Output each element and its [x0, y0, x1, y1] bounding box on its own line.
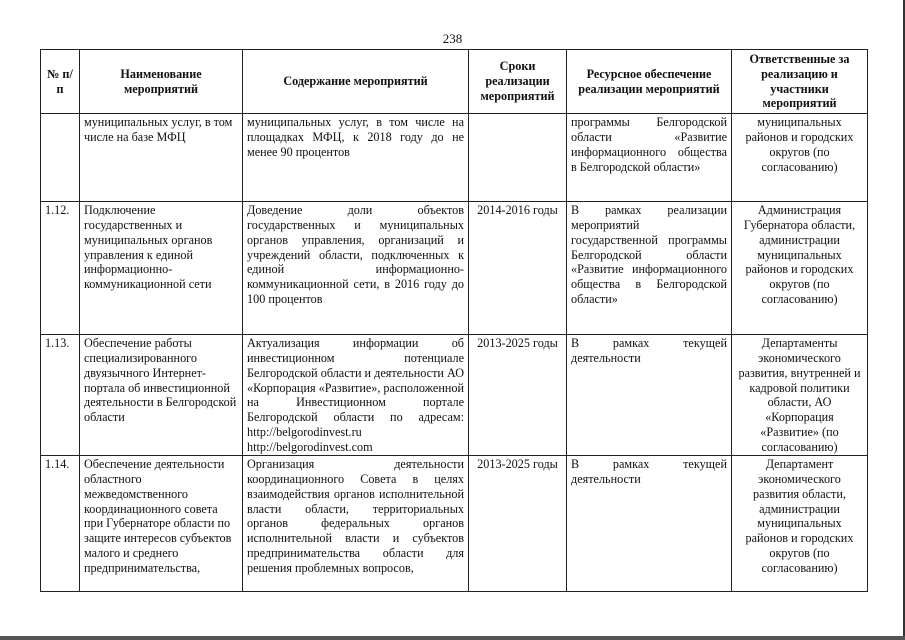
row-responsible: Администрация Губернатора области, администрации муниципальных районов и городских округов (по согласованию): [732, 202, 868, 335]
header-content: Содержание мероприятий: [243, 50, 469, 114]
row-terms: 2013-2025 годы: [469, 335, 567, 456]
table-row: [41, 335, 868, 456]
events-table: [40, 49, 868, 592]
row-num: 1.14.: [41, 456, 80, 592]
row-content: Организация деятельности координационного Совета в целях взаимодействия органов исполнительной власти области, территориальных органов федеральных органов исполнительной власти и субъектов предпринимательства области для решения проблемных вопросов,: [243, 456, 469, 592]
row-num: [41, 114, 80, 202]
row-content: муниципальных услуг, в том числе на площадках МФЦ, к 2018 году до не менее 90 процентов: [243, 114, 469, 202]
table-row: [41, 202, 868, 335]
header-responsible: Ответственные за реализацию и участники мероприятий: [732, 50, 868, 114]
header-num: № п/п: [41, 50, 80, 114]
row-terms: 2014-2016 годы: [469, 202, 567, 335]
row-terms: [469, 114, 567, 202]
row-responsible: муниципальных районов и городских округов (по согласованию): [732, 114, 868, 202]
row-terms: 2013-2025 годы: [469, 456, 567, 592]
row-name: Обеспечение работы специализированного двуязычного Интернет-портала об инвестиционной деятельности в Белгородской области: [80, 335, 243, 456]
header-name: Наименование мероприятий: [80, 50, 243, 114]
table-header-row: [41, 50, 868, 114]
table-row: [41, 114, 868, 202]
row-name: муниципальных услуг, в том числе на базе МФЦ: [80, 114, 243, 202]
row-resources: В рамках реализации мероприятий государственной программы Белгородской области «Развитие информационного общества в Белгородской области»: [567, 202, 732, 335]
header-terms: Сроки реализации мероприятий: [469, 50, 567, 114]
row-resources: В рамках текущей деятельности: [567, 456, 732, 592]
row-content: Актуализация информации об инвестиционном потенциале Белгородской области и деятельности АО «Корпорация «Развитие», расположенной на Инвестиционном портале Белгородской области по адресам: http://belgorodinvest.ru http://belgorodinvest.com: [243, 335, 469, 456]
header-resources: Ресурсное обеспечение реализации мероприятий: [567, 50, 732, 114]
row-responsible: Департаменты экономического развития, внутренней и кадровой политики области, АО «Корпорация «Развитие» (по согласованию): [732, 335, 868, 456]
row-resources: В рамках текущей деятельности: [567, 335, 732, 456]
row-responsible: Департамент экономического развития области, администрации муниципальных районов и городских округов (по согласованию): [732, 456, 868, 592]
row-num: 1.13.: [41, 335, 80, 456]
table-row: [41, 456, 868, 592]
row-resources: программы Белгородской области «Развитие информационного общества в Белгородской области»: [567, 114, 732, 202]
page-number: 238: [442, 31, 463, 46]
row-name: Подключение государственных и муниципальных органов управления к единой информационно-коммуникационной сети: [80, 202, 243, 335]
scan-bottom-edge: [0, 636, 905, 640]
row-content: Доведение доли объектов государственных и муниципальных органов управления, организаций и учреждений области, подключенных к единой информационно-коммуникационной сети, в 2016 году до 100 процентов: [243, 202, 469, 335]
row-name: Обеспечение деятельности областного межведомственного координационного совета при Губернаторе области по защите интересов субъектов малого и среднего предпринимательства,: [80, 456, 243, 592]
row-num: 1.12.: [41, 202, 80, 335]
